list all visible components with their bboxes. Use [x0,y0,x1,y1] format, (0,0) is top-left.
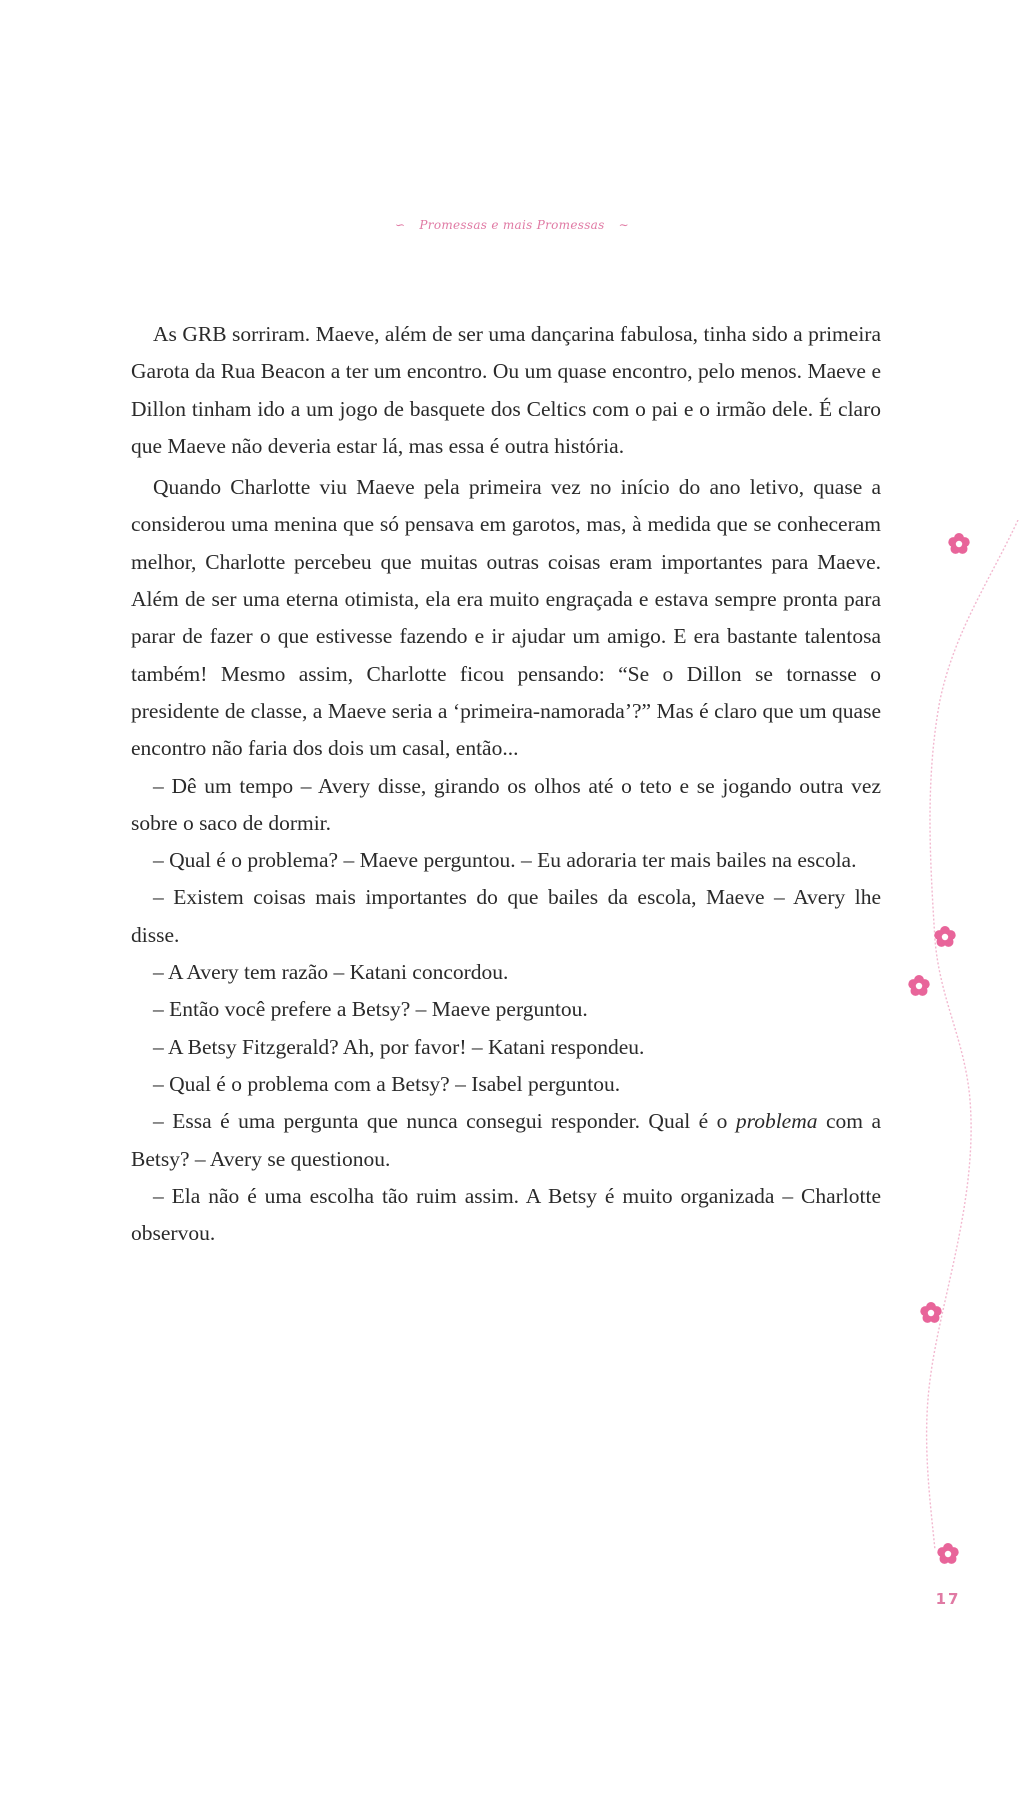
flower-icon [920,1302,941,1323]
dialogue-paragraph: – Qual é o problema com a Betsy? – Isabel perguntou. [153,1071,621,1096]
page-number: 17 [935,1590,961,1608]
dialogue-paragraph: – Ela não é uma escolha tão ruim assim. A Betsy é muito organizada – Charlotte observou. [131,1183,881,1246]
dialogue-paragraph [131,1103,881,1178]
paragraph: Quando Charlotte viu Maeve pela primeira vez no início do ano letivo, quase a considerou uma menina que só pensava em garotos, mas, à medida que se conheceram melhor, Charlotte percebeu que muitas outras coisas eram importantes para Maeve. Além de ser uma eterna otimista, ela era muito engraçada e estava sempre pronta para parar de fazer o que estivesse fazendo e ir ajudar um amigo. E era bastante talentosa também! Mesmo assim, Charlotte ficou pensando: “Se o Dillon se tornasse o presidente de classe, a Maeve seria a ‘primeira-namorada’?” Mas é claro que um quase encontro não faria dos dois um casal, então... [131,475,881,761]
dialogue-paragraph: – Dê um tempo – Avery disse, girando os olhos até o teto e se jogando outra vez sobre o saco de dormir. [131,773,881,835]
flower-vine-decoration [870,520,1024,1620]
ornament-right-icon: ∼ [618,218,629,232]
book-title: Promessas e mais Promessas [419,218,605,232]
dialogue-paragraph: – Então você prefere a Betsy? – Maeve perguntou. [153,997,588,1022]
dialogue-paragraph: – A Betsy Fitzgerald? Ah, por favor! – Katani respondeu. [153,1034,645,1059]
dialogue-paragraph: – Existem coisas mais importantes do que bailes da escola, Maeve – Avery lhe disse. [131,885,881,947]
text-segment: com a Betsy? – Avery se questionou. [131,1109,881,1171]
flower-icon [948,533,969,554]
vine-stem [927,520,1018,1550]
ornament-left-icon: ∽ [395,218,406,232]
body-text [131,316,881,1252]
dialogue-paragraph: – A Avery tem razão – Katani concordou. [153,960,509,985]
flower-icon [908,975,929,996]
text-segment: – Essa é uma pergunta que nunca consegui responder. Qual é o [153,1109,736,1134]
paragraph: As GRB sorriram. Maeve, além de ser uma dançarina fabulosa, tinha sido a primeira Garota da Rua Beacon a ter um encontro. Ou um quase encontro, pelo menos. Maeve e Dillon tinham ido a um jogo de basquete dos Celtics com o pai e o irmão dele. É claro que Maeve não deveria estar lá, mas essa é outra história. [131,322,881,458]
dialogue-paragraph: – Qual é o problema? – Maeve perguntou. – Eu adoraria ter mais bailes na escola. [153,848,857,873]
emphasized-word: problema [735,1109,818,1134]
flower-icon [937,1543,958,1564]
flower-icon [934,926,955,947]
running-header [0,218,1024,232]
